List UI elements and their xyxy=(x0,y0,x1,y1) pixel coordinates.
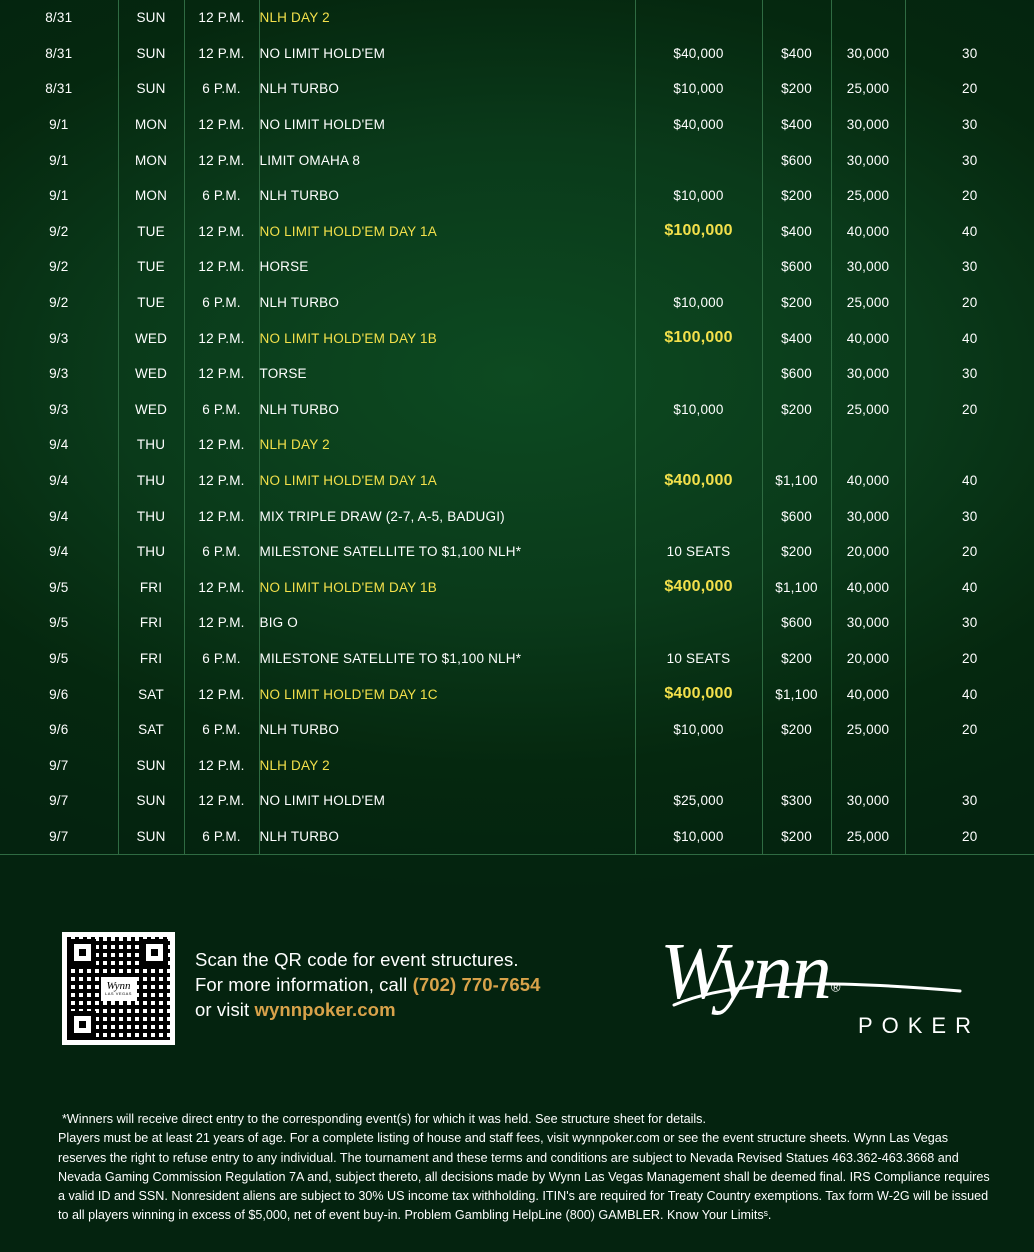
table-cell-event: LIMIT OMAHA 8 xyxy=(259,142,635,178)
table-cell-event: NO LIMIT HOLD'EM xyxy=(259,36,635,72)
table-row xyxy=(0,498,1034,534)
table-cell-event: MIX TRIPLE DRAW (2-7, A-5, BADUGI) xyxy=(259,498,635,534)
table-cell-levels: 30 xyxy=(962,117,978,133)
table-cell-date: 9/2 xyxy=(0,249,118,285)
table-cell-buyin: $600 xyxy=(762,249,831,285)
table-cell-buyin: $200 xyxy=(762,712,831,748)
table-cell-date: 9/4 xyxy=(0,534,118,570)
table-cell-chips: 40,000 xyxy=(831,676,905,712)
table-cell-guarantee: $40,000 xyxy=(635,36,762,72)
table-cell-levels: 30 xyxy=(962,508,978,524)
table-cell-event: TORSE xyxy=(259,356,635,392)
scan-line-2-text: For more information, call xyxy=(195,974,413,995)
table-cell-guarantee: $100,000 xyxy=(635,214,762,250)
table-cell-chips xyxy=(831,0,905,36)
table-cell-day: THU xyxy=(118,534,184,570)
table-cell-time: 12 P.M. xyxy=(184,320,259,356)
table-cell-time: 12 P.M. xyxy=(184,747,259,783)
qr-finder-top-right xyxy=(141,939,168,966)
table-cell-date: 9/3 xyxy=(0,356,118,392)
legal-body: Players must be at least 21 years of age. For a complete listing of house and staff fees, visit wynnpoker.com or see the event structure sheets. Wynn Las Vegas reserves the right to refuse entry to any individual. The tournament and these terms and conditions are subject to Nevada Revised Statues 463.362-463.3668 and Nevada Gaming Commission Regulation 7A and, subject thereto, all decisions made by Wynn Las Vegas Management shall be deemed final. IRS Compliance requires a valid ID and SSN. Nonresident aliens are subject to 30% US income tax withholding. ITIN's are required for Treaty Country exemptions. Tax form W-2G will be issued to all players winning in excess of $5,000, net of event buy-in. Problem Gambling HelpLine (800) GAMBLER. Know Your Limitsˢ. xyxy=(58,1131,990,1223)
table-cell-day: TUE xyxy=(118,285,184,321)
table-cell-day: THU xyxy=(118,427,184,463)
table-cell-time: 6 P.M. xyxy=(184,641,259,677)
table-cell-levels: 20 xyxy=(962,650,978,666)
table-cell-time: 12 P.M. xyxy=(184,570,259,606)
table-cell-guarantee: 10 SEATS xyxy=(635,641,762,677)
table-row xyxy=(0,178,1034,214)
table-cell-buyin: $200 xyxy=(762,285,831,321)
table-cell-event: NLH TURBO xyxy=(259,71,635,107)
table-cell-buyin: $200 xyxy=(762,641,831,677)
table-cell-time: 12 P.M. xyxy=(184,356,259,392)
table-cell-day: SUN xyxy=(118,783,184,819)
table-cell-day: SUN xyxy=(118,36,184,72)
table-cell-time: 12 P.M. xyxy=(184,463,259,499)
table-cell-buyin: $600 xyxy=(762,605,831,641)
table-cell-date: 9/1 xyxy=(0,142,118,178)
table-cell-day: MON xyxy=(118,142,184,178)
table-cell-guarantee: 10 SEATS xyxy=(635,534,762,570)
table-cell-chips: 30,000 xyxy=(831,249,905,285)
table-cell-chips: 25,000 xyxy=(831,71,905,107)
table-row xyxy=(0,819,1034,855)
table-cell-chips: 30,000 xyxy=(831,107,905,143)
table-cell-day: WED xyxy=(118,356,184,392)
table-row xyxy=(0,605,1034,641)
table-cell-chips: 30,000 xyxy=(831,356,905,392)
table-cell-event: NO LIMIT HOLD'EM DAY 1A xyxy=(259,463,635,499)
table-cell-event: NLH DAY 2 xyxy=(259,747,635,783)
registered-mark: ® xyxy=(830,979,841,995)
legal-disclaimer xyxy=(58,1110,998,1226)
table-cell-event: NO LIMIT HOLD'EM DAY 1B xyxy=(259,570,635,606)
table-cell-chips: 30,000 xyxy=(831,142,905,178)
table-cell-day: SUN xyxy=(118,71,184,107)
scan-line-3-text: or visit xyxy=(195,999,255,1020)
table-cell-date: 9/7 xyxy=(0,747,118,783)
table-cell-levels xyxy=(905,427,1034,463)
scan-line-1: Scan the QR code for event structures. xyxy=(195,949,519,970)
table-cell-levels: 30 xyxy=(962,615,978,631)
scan-instructions xyxy=(195,947,541,1022)
table-cell-buyin: $200 xyxy=(762,71,831,107)
table-cell-day: THU xyxy=(118,463,184,499)
table-cell-guarantee: $400,000 xyxy=(635,676,762,712)
table-cell-chips: 30,000 xyxy=(831,605,905,641)
table-cell-chips: 40,000 xyxy=(831,570,905,606)
table-cell-day: MON xyxy=(118,107,184,143)
table-cell-levels: 40 xyxy=(962,473,978,489)
table-cell-buyin: $300 xyxy=(762,783,831,819)
table-cell-date: 9/5 xyxy=(0,641,118,677)
table-cell-date: 9/3 xyxy=(0,392,118,428)
table-row xyxy=(0,0,1034,36)
table-cell-levels: 20 xyxy=(905,819,1034,855)
table-cell-chips: 40,000 xyxy=(831,214,905,250)
table-cell-time: 6 P.M. xyxy=(184,71,259,107)
table-cell-chips: 20,000 xyxy=(831,641,905,677)
table-cell-guarantee: $10,000 xyxy=(635,819,762,855)
table-cell-date: 9/6 xyxy=(0,676,118,712)
table-cell-event: NO LIMIT HOLD'EM DAY 1B xyxy=(259,320,635,356)
qr-finder-bottom-left xyxy=(69,1011,96,1038)
table-cell-levels: 30 xyxy=(962,259,978,275)
wynn-poker-logo xyxy=(660,930,990,1045)
table-cell-chips: 40,000 xyxy=(831,463,905,499)
table-row xyxy=(0,107,1034,143)
table-cell-buyin xyxy=(762,747,831,783)
table-cell-buyin: $400 xyxy=(762,320,831,356)
table-cell-levels: 40 xyxy=(962,579,978,595)
table-cell-day: MON xyxy=(118,178,184,214)
table-row xyxy=(0,570,1034,606)
table-cell-event: NO LIMIT HOLD'EM xyxy=(259,783,635,819)
table-cell-guarantee: $10,000 xyxy=(635,285,762,321)
table-cell-event: MILESTONE SATELLITE TO $1,100 NLH* xyxy=(259,641,635,677)
table-cell-guarantee xyxy=(635,142,762,178)
table-cell-day: FRI xyxy=(118,641,184,677)
table-cell-day: SUN xyxy=(118,747,184,783)
table-cell-guarantee: $25,000 xyxy=(635,783,762,819)
table-cell-event: MILESTONE SATELLITE TO $1,100 NLH* xyxy=(259,534,635,570)
table-cell-time: 6 P.M. xyxy=(184,534,259,570)
table-cell-event: NO LIMIT HOLD'EM xyxy=(259,107,635,143)
table-cell-day: THU xyxy=(118,498,184,534)
table-cell-date: 8/31 xyxy=(0,0,118,36)
table-cell-date: 8/31 xyxy=(0,71,118,107)
qr-center-logo xyxy=(101,977,137,1001)
table-cell-guarantee xyxy=(635,0,762,36)
table-cell-time: 12 P.M. xyxy=(184,0,259,36)
table-row xyxy=(0,534,1034,570)
table-cell-day: SAT xyxy=(118,676,184,712)
table-cell-buyin: $600 xyxy=(762,356,831,392)
table-cell-buyin: $1,100 xyxy=(762,676,831,712)
table-row xyxy=(0,249,1034,285)
table-row xyxy=(0,320,1034,356)
table-cell-buyin: $400 xyxy=(762,214,831,250)
table-cell-chips: 25,000 xyxy=(831,178,905,214)
table-cell-time: 6 P.M. xyxy=(184,178,259,214)
table-cell-buyin: $200 xyxy=(762,534,831,570)
qr-code[interactable] xyxy=(62,932,175,1045)
table-cell-guarantee: $10,000 xyxy=(635,178,762,214)
table-cell-buyin xyxy=(762,427,831,463)
table-cell-guarantee xyxy=(635,356,762,392)
table-cell-levels: 40 xyxy=(962,223,978,239)
table-cell-buyin: $400 xyxy=(762,36,831,72)
table-cell-guarantee: $100,000 xyxy=(635,320,762,356)
table-cell-day: SUN xyxy=(118,819,184,855)
table-cell-date: 9/4 xyxy=(0,463,118,499)
table-cell-time: 12 P.M. xyxy=(184,427,259,463)
qr-logo-sub: LAS VEGAS xyxy=(105,991,132,997)
qr-code-pattern xyxy=(67,937,170,1040)
table-cell-guarantee xyxy=(635,498,762,534)
table-cell-chips xyxy=(831,427,905,463)
table-row xyxy=(0,427,1034,463)
table-row xyxy=(0,71,1034,107)
table-cell-date: 9/7 xyxy=(0,783,118,819)
table-cell-day: FRI xyxy=(118,570,184,606)
table-cell-day: SUN xyxy=(118,0,184,36)
table-cell-time: 6 P.M. xyxy=(184,392,259,428)
table-cell-time: 12 P.M. xyxy=(184,605,259,641)
table-cell-levels: 30 xyxy=(962,152,978,168)
table-cell-time: 12 P.M. xyxy=(184,36,259,72)
table-cell-guarantee: $10,000 xyxy=(635,712,762,748)
table-cell-chips: 30,000 xyxy=(831,36,905,72)
table-cell-guarantee xyxy=(635,249,762,285)
poker-wordmark: POKER xyxy=(857,1013,980,1038)
table-cell-time: 6 P.M. xyxy=(184,285,259,321)
table-cell-chips: 40,000 xyxy=(831,320,905,356)
table-row xyxy=(0,36,1034,72)
table-row xyxy=(0,214,1034,250)
table-cell-date: 9/1 xyxy=(0,178,118,214)
table-cell-chips: 25,000 xyxy=(831,285,905,321)
table-cell-buyin: $200 xyxy=(762,819,831,855)
table-cell-day: SAT xyxy=(118,712,184,748)
table-cell-event: HORSE xyxy=(259,249,635,285)
table-row xyxy=(0,641,1034,677)
table-cell-date: 9/4 xyxy=(0,498,118,534)
wynn-wordmark: Wynn xyxy=(660,928,831,1016)
table-cell-chips: 25,000 xyxy=(831,392,905,428)
footer xyxy=(0,905,1034,1252)
table-cell-event: NLH DAY 2 xyxy=(259,0,635,36)
table-cell-guarantee: $10,000 xyxy=(635,392,762,428)
table-row xyxy=(0,463,1034,499)
table-cell-event: NLH TURBO xyxy=(259,285,635,321)
table-cell-date: 9/1 xyxy=(0,107,118,143)
table-cell-time: 12 P.M. xyxy=(184,142,259,178)
table-cell-day: WED xyxy=(118,320,184,356)
table-cell-chips: 25,000 xyxy=(831,819,905,855)
scan-line-2 xyxy=(195,972,541,997)
table-row xyxy=(0,142,1034,178)
table-cell-event: NLH TURBO xyxy=(259,712,635,748)
table-cell-levels: 30 xyxy=(962,45,978,61)
table-cell-levels: 20 xyxy=(962,81,978,97)
table-cell-date: 9/7 xyxy=(0,819,118,855)
table-cell-date: 9/3 xyxy=(0,320,118,356)
table-cell-time: 6 P.M. xyxy=(184,819,259,855)
table-cell-guarantee: $40,000 xyxy=(635,107,762,143)
table-row xyxy=(0,747,1034,783)
table-cell-levels: 30 xyxy=(962,793,978,809)
table-cell-levels: 20 xyxy=(962,544,978,560)
table-cell-day: WED xyxy=(118,392,184,428)
table-cell-event: NLH TURBO xyxy=(259,178,635,214)
legal-asterisk-note: *Winners will receive direct entry to the corresponding event(s) for which it was held. See structure sheet for details. xyxy=(62,1112,706,1126)
table-cell-buyin: $600 xyxy=(762,142,831,178)
table-cell-event: BIG O xyxy=(259,605,635,641)
table-cell-buyin: $200 xyxy=(762,392,831,428)
table-row xyxy=(0,392,1034,428)
table-cell-date: 9/2 xyxy=(0,214,118,250)
table-cell-time: 12 P.M. xyxy=(184,676,259,712)
table-cell-guarantee: $10,000 xyxy=(635,71,762,107)
table-cell-event: NLH TURBO xyxy=(259,392,635,428)
table-cell-event: NO LIMIT HOLD'EM DAY 1A xyxy=(259,214,635,250)
table-row xyxy=(0,285,1034,321)
phone-number[interactable]: (702) 770-7654 xyxy=(412,974,541,995)
table-cell-levels: 20 xyxy=(962,188,978,204)
table-cell-levels: 40 xyxy=(962,686,978,702)
table-cell-date: 9/5 xyxy=(0,570,118,606)
table-row xyxy=(0,356,1034,392)
table-cell-buyin: $600 xyxy=(762,498,831,534)
table-cell-buyin: $400 xyxy=(762,107,831,143)
table-cell-time: 12 P.M. xyxy=(184,107,259,143)
table-cell-levels: 20 xyxy=(962,722,978,738)
table-cell-levels xyxy=(905,747,1034,783)
table-cell-guarantee xyxy=(635,605,762,641)
table-cell-buyin: $1,100 xyxy=(762,570,831,606)
table-cell-date: 9/6 xyxy=(0,712,118,748)
scan-line-3 xyxy=(195,997,541,1022)
table-cell-event: NO LIMIT HOLD'EM DAY 1C xyxy=(259,676,635,712)
table-cell-event: NLH DAY 2 xyxy=(259,427,635,463)
table-cell-levels: 20 xyxy=(962,295,978,311)
table-cell-event: NLH TURBO xyxy=(259,819,635,855)
table-cell-time: 12 P.M. xyxy=(184,783,259,819)
table-cell-date: 9/2 xyxy=(0,285,118,321)
table-cell-day: TUE xyxy=(118,214,184,250)
table-cell-chips: 30,000 xyxy=(831,783,905,819)
table-cell-guarantee: $400,000 xyxy=(635,570,762,606)
table-cell-buyin xyxy=(762,0,831,36)
table-cell-guarantee xyxy=(635,427,762,463)
table-cell-time: 12 P.M. xyxy=(184,249,259,285)
table-row xyxy=(0,783,1034,819)
table-cell-date: 8/31 xyxy=(0,36,118,72)
table-row xyxy=(0,712,1034,748)
table-cell-levels xyxy=(905,0,1034,36)
website-link[interactable]: wynnpoker.com xyxy=(254,999,396,1020)
table-cell-levels: 30 xyxy=(962,366,978,382)
table-row xyxy=(0,676,1034,712)
table-cell-levels: 20 xyxy=(962,401,978,417)
table-cell-chips xyxy=(831,747,905,783)
table-cell-date: 9/5 xyxy=(0,605,118,641)
table-cell-chips: 30,000 xyxy=(831,498,905,534)
table-cell-time: 12 P.M. xyxy=(184,498,259,534)
table-cell-day: TUE xyxy=(118,249,184,285)
qr-logo-word: Wynn xyxy=(106,980,131,993)
table-cell-chips: 25,000 xyxy=(831,712,905,748)
table-cell-time: 12 P.M. xyxy=(184,214,259,250)
table-cell-date: 9/4 xyxy=(0,427,118,463)
table-cell-time: 6 P.M. xyxy=(184,712,259,748)
qr-finder-top-left xyxy=(69,939,96,966)
table-cell-guarantee: $400,000 xyxy=(635,463,762,499)
table-cell-day: FRI xyxy=(118,605,184,641)
table-cell-levels: 40 xyxy=(962,330,978,346)
table-cell-chips: 20,000 xyxy=(831,534,905,570)
table-cell-guarantee xyxy=(635,747,762,783)
table-cell-buyin: $200 xyxy=(762,178,831,214)
table-cell-buyin: $1,100 xyxy=(762,463,831,499)
